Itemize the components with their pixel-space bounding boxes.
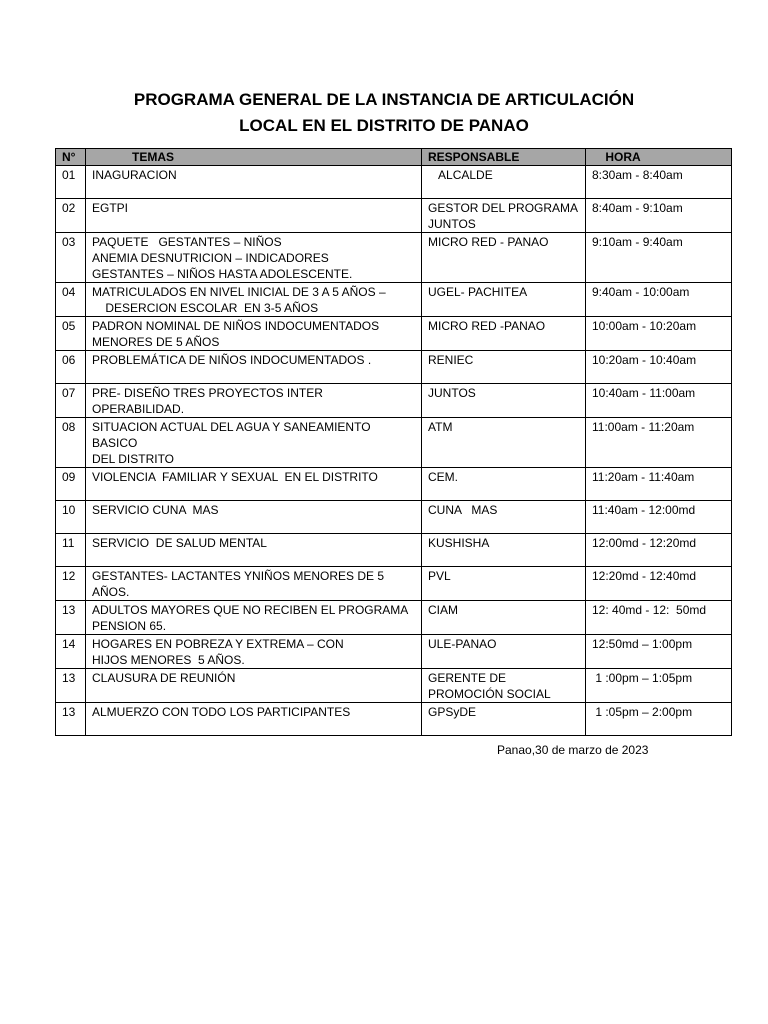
cell-responsable: JUNTOS bbox=[422, 384, 586, 418]
cell-num: 09 bbox=[56, 468, 86, 501]
cell-tema: PAQUETE GESTANTES – NIÑOS ANEMIA DESNUTRICION – INDICADORES GESTANTES – NIÑOS HASTA ADOLESCENTE. bbox=[86, 233, 422, 283]
cell-responsable: CIAM bbox=[422, 601, 586, 635]
cell-tema: SITUACION ACTUAL DEL AGUA Y SANEAMIENTO BASICO DEL DISTRITO bbox=[86, 418, 422, 468]
place-date-signature: Panao,30 de marzo de 2023 bbox=[497, 743, 649, 757]
cell-tema: ALMUERZO CON TODO LOS PARTICIPANTES bbox=[86, 703, 422, 736]
cell-hora: 10:00am - 10:20am bbox=[586, 317, 732, 351]
cell-num: 11 bbox=[56, 534, 86, 567]
cell-num: 04 bbox=[56, 283, 86, 317]
cell-tema: EGTPI bbox=[86, 199, 422, 233]
cell-hora: 12:50md – 1:00pm bbox=[586, 635, 732, 669]
cell-hora: 1 :05pm – 2:00pm bbox=[586, 703, 732, 736]
cell-hora: 8:40am - 9:10am bbox=[586, 199, 732, 233]
cell-tema: PROBLEMÁTICA DE NIÑOS INDOCUMENTADOS . bbox=[86, 351, 422, 384]
cell-hora: 11:00am - 11:20am bbox=[586, 418, 732, 468]
table-row bbox=[56, 534, 732, 567]
cell-tema: CLAUSURA DE REUNIÓN bbox=[86, 669, 422, 703]
cell-hora: 10:20am - 10:40am bbox=[586, 351, 732, 384]
cell-responsable: MICRO RED -PANAO bbox=[422, 317, 586, 351]
cell-num: 13 bbox=[56, 703, 86, 736]
cell-num: 14 bbox=[56, 635, 86, 669]
cell-responsable: CEM. bbox=[422, 468, 586, 501]
cell-num: 10 bbox=[56, 501, 86, 534]
cell-responsable: UGEL- PACHITEA bbox=[422, 283, 586, 317]
cell-num: 05 bbox=[56, 317, 86, 351]
table-row bbox=[56, 567, 732, 601]
cell-tema: HOGARES EN POBREZA Y EXTREMA – CON HIJOS MENORES 5 AÑOS. bbox=[86, 635, 422, 669]
table-row bbox=[56, 317, 732, 351]
header-responsable: RESPONSABLE bbox=[422, 149, 586, 166]
cell-num: 12 bbox=[56, 567, 86, 601]
cell-tema: SERVICIO DE SALUD MENTAL bbox=[86, 534, 422, 567]
cell-responsable: PVL bbox=[422, 567, 586, 601]
document-title-line-2: LOCAL EN EL DISTRITO DE PANAO bbox=[239, 116, 529, 135]
cell-hora: 8:30am - 8:40am bbox=[586, 166, 732, 199]
cell-num: 08 bbox=[56, 418, 86, 468]
table-row bbox=[56, 233, 732, 283]
cell-num: 03 bbox=[56, 233, 86, 283]
cell-hora: 1 :00pm – 1:05pm bbox=[586, 669, 732, 703]
header-num: N° bbox=[56, 149, 86, 166]
table-row bbox=[56, 601, 732, 635]
table-row bbox=[56, 166, 732, 199]
cell-hora: 12: 40md - 12: 50md bbox=[586, 601, 732, 635]
cell-num: 07 bbox=[56, 384, 86, 418]
cell-hora: 11:40am - 12:00md bbox=[586, 501, 732, 534]
table-row bbox=[56, 418, 732, 468]
table-row bbox=[56, 703, 732, 736]
table-header-row bbox=[56, 149, 732, 166]
cell-responsable: CUNA MAS bbox=[422, 501, 586, 534]
cell-tema: SERVICIO CUNA MAS bbox=[86, 501, 422, 534]
cell-num: 02 bbox=[56, 199, 86, 233]
cell-responsable: GESTOR DEL PROGRAMA JUNTOS bbox=[422, 199, 586, 233]
cell-responsable: ALCALDE bbox=[422, 166, 586, 199]
cell-num: 13 bbox=[56, 601, 86, 635]
header-hora: HORA bbox=[586, 149, 732, 166]
cell-tema: ADULTOS MAYORES QUE NO RECIBEN EL PROGRAMA PENSION 65. bbox=[86, 601, 422, 635]
cell-hora: 11:20am - 11:40am bbox=[586, 468, 732, 501]
header-temas: TEMAS bbox=[86, 149, 422, 166]
cell-responsable: MICRO RED - PANAO bbox=[422, 233, 586, 283]
document-title-line-1: PROGRAMA GENERAL DE LA INSTANCIA DE ARTICULACIÓN bbox=[133, 90, 635, 109]
table-row bbox=[56, 384, 732, 418]
cell-responsable: ULE-PANAO bbox=[422, 635, 586, 669]
cell-tema: MATRICULADOS EN NIVEL INICIAL DE 3 A 5 AÑOS – DESERCION ESCOLAR EN 3-5 AÑOS bbox=[86, 283, 422, 317]
table-row bbox=[56, 199, 732, 233]
cell-responsable: GERENTE DE PROMOCIÓN SOCIAL bbox=[422, 669, 586, 703]
cell-hora: 9:10am - 9:40am bbox=[586, 233, 732, 283]
cell-tema: PRE- DISEÑO TRES PROYECTOS INTER OPERABILIDAD. bbox=[86, 384, 422, 418]
cell-num: 06 bbox=[56, 351, 86, 384]
cell-hora: 12:00md - 12:20md bbox=[586, 534, 732, 567]
table-row bbox=[56, 468, 732, 501]
table-row bbox=[56, 669, 732, 703]
cell-hora: 12:20md - 12:40md bbox=[586, 567, 732, 601]
cell-num: 13 bbox=[56, 669, 86, 703]
cell-responsable: ATM bbox=[422, 418, 586, 468]
cell-num: 01 bbox=[56, 166, 86, 199]
cell-responsable: KUSHISHA bbox=[422, 534, 586, 567]
cell-tema: GESTANTES- LACTANTES YNIÑOS MENORES DE 5 AÑOS. bbox=[86, 567, 422, 601]
cell-hora: 10:40am - 11:00am bbox=[586, 384, 732, 418]
cell-tema: VIOLENCIA FAMILIAR Y SEXUAL EN EL DISTRITO bbox=[86, 468, 422, 501]
schedule-table bbox=[55, 148, 732, 736]
cell-tema: PADRON NOMINAL DE NIÑOS INDOCUMENTADOS MENORES DE 5 AÑOS bbox=[86, 317, 422, 351]
cell-responsable: RENIEC bbox=[422, 351, 586, 384]
table-row bbox=[56, 283, 732, 317]
table-row bbox=[56, 501, 732, 534]
table-row bbox=[56, 635, 732, 669]
table-row bbox=[56, 351, 732, 384]
cell-hora: 9:40am - 10:00am bbox=[586, 283, 732, 317]
cell-responsable: GPSyDE bbox=[422, 703, 586, 736]
cell-tema: INAGURACION bbox=[86, 166, 422, 199]
